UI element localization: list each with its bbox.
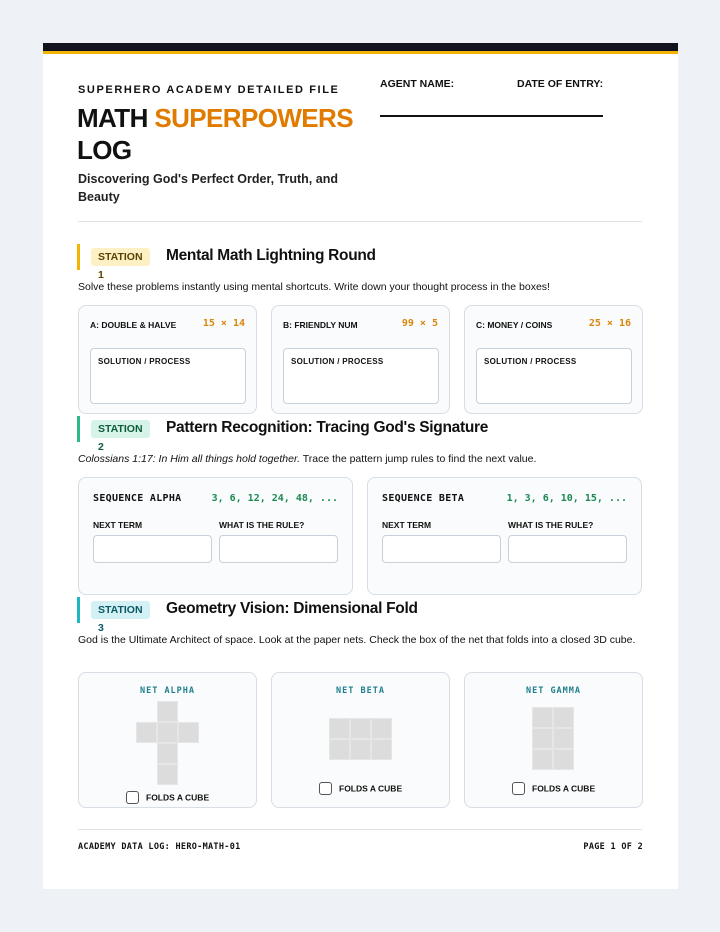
solution-box[interactable] xyxy=(283,348,439,404)
net-face xyxy=(371,739,392,760)
net-face xyxy=(136,722,157,743)
net-face xyxy=(532,749,553,770)
net-face xyxy=(157,743,178,764)
name-date-write-line[interactable] xyxy=(380,115,603,117)
top-banner xyxy=(43,43,678,54)
folds-cube-checkbox[interactable] xyxy=(512,782,595,795)
net-face xyxy=(157,701,178,722)
card-problem: 15 × 14 xyxy=(202,318,245,329)
solution-box[interactable] xyxy=(90,348,246,404)
station-3-description: God is the Ultimate Architect of space. Look at the paper nets. Check the box of the net that folds into a closed 3D cube. xyxy=(78,634,636,646)
net-face xyxy=(157,722,178,743)
station-1-description: Solve these problems instantly using mental shortcuts. Write down your thought process in the boxes! xyxy=(78,281,550,293)
folds-cube-checkbox[interactable] xyxy=(319,782,402,795)
card-problem: 99 × 5 xyxy=(401,318,438,329)
title-part1: MATH xyxy=(77,103,155,133)
net-face xyxy=(350,718,371,739)
footer-log-id: ACADEMY DATA LOG: HERO-MATH-01 xyxy=(78,842,241,852)
net-card-alpha xyxy=(78,672,257,808)
sequence-card-alpha xyxy=(78,477,353,595)
solution-box-label: SOLUTION / PROCESS xyxy=(98,357,191,366)
mental-math-card-c xyxy=(464,305,643,414)
page-subtitle: Discovering God's Perfect Order, Truth, and Beauty xyxy=(78,172,338,204)
sequence-name: SEQUENCE BETA xyxy=(382,493,465,504)
rule-input[interactable] xyxy=(508,535,627,563)
solution-box-label: SOLUTION / PROCESS xyxy=(484,357,577,366)
solution-box[interactable] xyxy=(476,348,632,404)
checkbox-label: FOLDS A CUBE xyxy=(532,783,596,794)
next-term-label: NEXT TERM xyxy=(382,520,432,530)
net-face xyxy=(157,764,178,785)
rule-input[interactable] xyxy=(219,535,338,563)
agent-name-label: AGENT NAME: xyxy=(380,78,455,90)
net-face xyxy=(178,722,199,743)
net-face xyxy=(553,749,574,770)
net-name: NET GAMMA xyxy=(525,686,582,696)
footer-divider xyxy=(78,829,642,830)
mental-math-card-a xyxy=(78,305,257,414)
worksheet-page xyxy=(43,43,678,889)
page-title xyxy=(77,102,367,166)
net-face xyxy=(329,718,350,739)
station-3-title: Geometry Vision: Dimensional Fold xyxy=(166,600,418,617)
sequence-values: 3, 6, 12, 24, 48, ... xyxy=(211,493,338,504)
eyebrow-label: SUPERHERO ACADEMY DETAILED FILE xyxy=(78,84,340,96)
net-name: NET ALPHA xyxy=(139,686,196,696)
checkbox-square[interactable] xyxy=(126,791,139,804)
title-part2: LOG xyxy=(77,135,132,165)
sequence-values: 1, 3, 6, 10, 15, ... xyxy=(506,493,627,504)
station-2-title: Pattern Recognition: Tracing God's Signature xyxy=(166,419,489,436)
net-card-gamma xyxy=(464,672,643,808)
card-label: B: FRIENDLY NUM xyxy=(283,320,358,330)
header-divider xyxy=(78,221,642,222)
footer-page-number: PAGE 1 OF 2 xyxy=(583,842,643,852)
station-1-accent-bar xyxy=(77,244,80,270)
net-face xyxy=(553,707,574,728)
net-face xyxy=(371,718,392,739)
station-1-title: Mental Math Lightning Round xyxy=(166,247,376,264)
mental-math-card-b xyxy=(271,305,450,414)
next-term-input[interactable] xyxy=(93,535,212,563)
net-card-beta xyxy=(271,672,450,808)
card-problem: 25 × 16 xyxy=(588,318,631,329)
checkbox-label: FOLDS A CUBE xyxy=(339,783,403,794)
rule-label: WHAT IS THE RULE? xyxy=(219,520,305,530)
folds-cube-checkbox[interactable] xyxy=(126,791,209,804)
solution-box-label: SOLUTION / PROCESS xyxy=(291,357,384,366)
next-term-label: NEXT TERM xyxy=(93,520,143,530)
station-2-instruction: Trace the pattern jump rules to find the next value. xyxy=(299,453,537,465)
station-3-accent-bar xyxy=(77,597,80,623)
net-face xyxy=(329,739,350,760)
net-name: NET BETA xyxy=(336,686,385,696)
date-of-entry-label: DATE OF ENTRY: xyxy=(517,78,604,90)
checkbox-square[interactable] xyxy=(512,782,525,795)
station-2-badge: STATION 2 xyxy=(91,420,150,438)
station-3-badge: STATION 3 xyxy=(91,601,150,619)
sequence-name: SEQUENCE ALPHA xyxy=(93,493,182,504)
title-highlight: SUPERPOWERS xyxy=(154,103,353,133)
rule-label: WHAT IS THE RULE? xyxy=(508,520,594,530)
next-term-input[interactable] xyxy=(382,535,501,563)
net-face xyxy=(532,728,553,749)
card-label: A: DOUBLE & HALVE xyxy=(90,320,177,330)
sequence-card-beta xyxy=(367,477,642,595)
station-1-badge: STATION 1 xyxy=(91,248,150,266)
station-2-accent-bar xyxy=(77,416,80,442)
checkbox-label: FOLDS A CUBE xyxy=(146,792,210,803)
net-face xyxy=(532,707,553,728)
card-label: C: MONEY / COINS xyxy=(476,320,553,330)
net-face xyxy=(350,739,371,760)
station-2-description xyxy=(78,452,643,466)
scripture-verse: Colossians 1:17: In Him all things hold together. xyxy=(78,453,300,465)
net-face xyxy=(553,728,574,749)
checkbox-square[interactable] xyxy=(319,782,332,795)
